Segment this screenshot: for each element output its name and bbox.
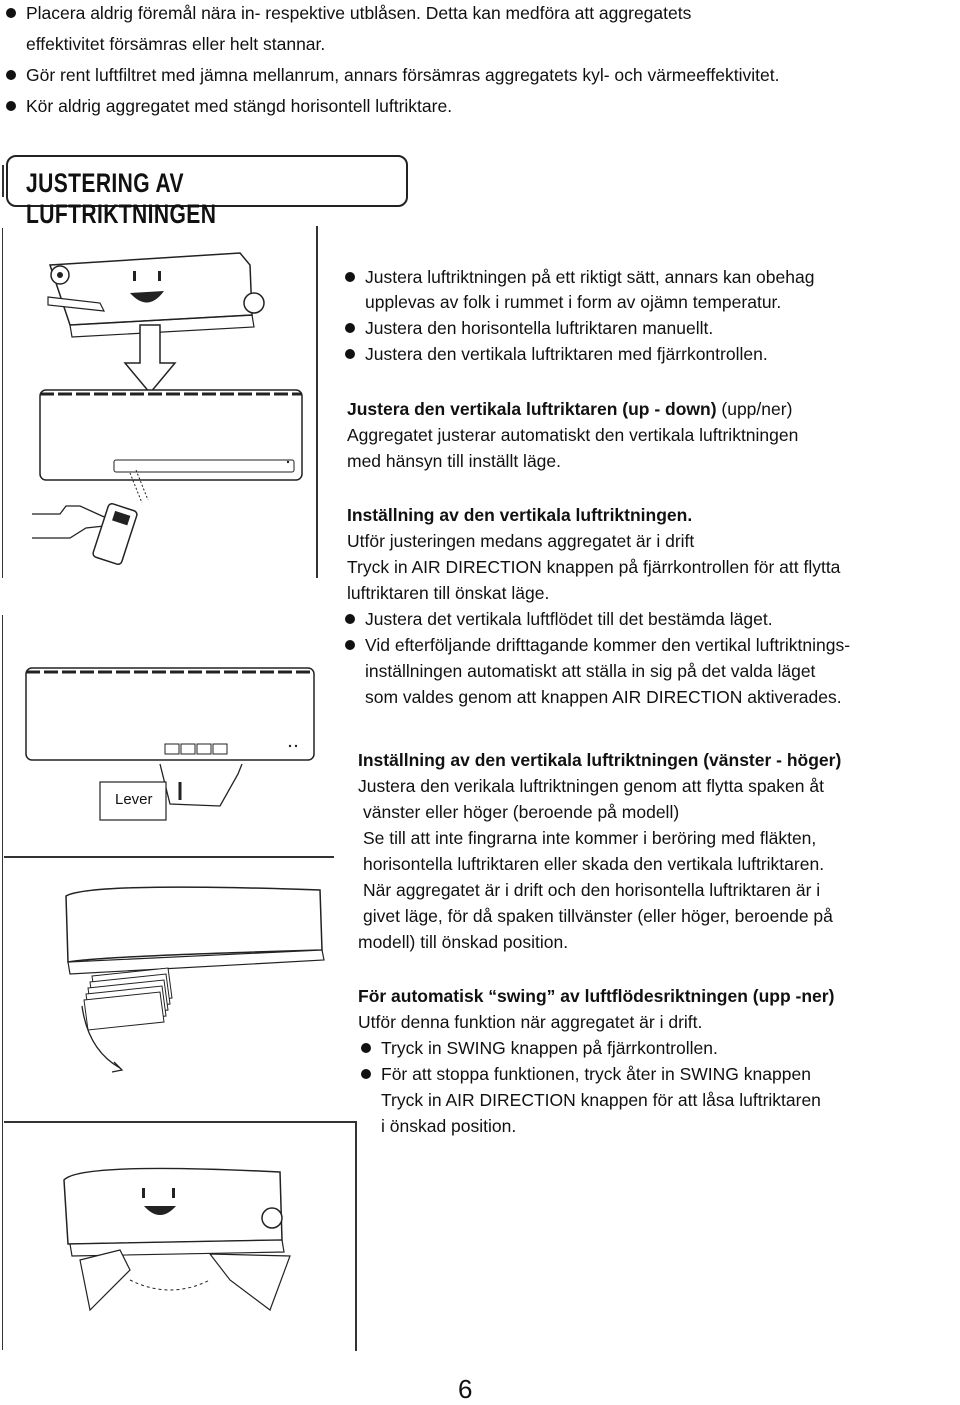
vertical-setting-line-3: luftriktaren till önskat läge. bbox=[347, 583, 550, 603]
leftright-line-6: givet läge, för då spaken tillvänster (eller höger, beroende på bbox=[363, 906, 833, 926]
section-title: JUSTERING AV LUFTRIKTNINGEN bbox=[26, 168, 217, 229]
swing-bullet-2-cont1: Tryck in AIR DIRECTION knappen för att låsa luftriktaren bbox=[381, 1090, 821, 1110]
leftright-line-5: När aggregatet är i drift och den horisontella luftriktaren är i bbox=[363, 880, 821, 900]
intro-bullet-1: Justera luftriktningen på ett riktigt sätt, annars kan obehag bbox=[365, 264, 814, 290]
ac-lever-illustration bbox=[20, 664, 320, 824]
ac-with-remote-illustration bbox=[30, 388, 310, 578]
top-bullet-3: Kör aldrig aggregatet med stängd horisontell luftriktare. bbox=[26, 93, 452, 119]
vertical-setting-line-1: Utför justeringen medans aggregatet är i drift bbox=[347, 531, 695, 551]
swing-bullet-2-cont2: i önskad position. bbox=[381, 1116, 517, 1136]
leftright-line-4: horisontella luftriktaren eller skada den vertikala luftriktaren. bbox=[363, 854, 825, 874]
smiling-ac-airflow-illustration bbox=[60, 1160, 340, 1320]
top-bullet-1-cont: effektivitet försämras eller helt stannar. bbox=[26, 34, 326, 54]
leftright-heading: Inställning av den vertikala luftriktningen (vänster - höger) bbox=[358, 750, 842, 770]
leftright-line-7: modell) till önskad position. bbox=[358, 932, 569, 952]
title-left-rule bbox=[2, 165, 4, 197]
leftright-line-3: Se till att inte fingrarna inte kommer i beröring med fläkten, bbox=[363, 828, 817, 848]
leftright-line-2: vänster eller höger (beroende på modell) bbox=[363, 802, 680, 822]
swing-bullet-1: Tryck in SWING knappen på fjärrkontrollen. bbox=[381, 1035, 718, 1061]
vertical-setting-bullet-1: Justera det vertikala luftflödet till det bestämda läget. bbox=[365, 606, 773, 632]
top-bullet-2: Gör rent luftfiltret med jämna mellanrum, annars försämras aggregatets kyl- och värmeeffektivitet. bbox=[26, 62, 779, 88]
frame-3-top bbox=[4, 1121, 356, 1123]
top-bullet-1: Placera aldrig föremål nära in- respektive utblåsen. Detta kan medföra att aggregatets bbox=[26, 0, 691, 26]
intro-bullet-3: Justera den vertikala luftriktaren med fjärrkontrollen. bbox=[365, 341, 768, 367]
swing-heading: För automatisk “swing” av luftflödesriktningen (upp -ner) bbox=[358, 986, 835, 1006]
swing-line-1: Utför denna funktion när aggregatet är i drift. bbox=[358, 1012, 703, 1032]
updown-line-2: med hänsyn till inställt läge. bbox=[347, 451, 561, 471]
frame-2 bbox=[2, 615, 4, 1350]
vertical-setting-heading: Inställning av den vertikala luftriktningen. bbox=[347, 505, 693, 525]
vertical-setting-bullet-2-cont2: som valdes genom att knappen AIR DIRECTION aktiverades. bbox=[365, 687, 842, 707]
updown-heading-line bbox=[347, 396, 792, 422]
vertical-setting-bullet-2: Vid efterföljande drifttagande kommer den vertikal luftriktnings- bbox=[365, 632, 850, 658]
frame-3-right bbox=[355, 1121, 357, 1351]
updown-line-1: Aggregatet justerar automatiskt den vertikala luftriktningen bbox=[347, 425, 799, 445]
frame-1-right bbox=[316, 226, 318, 578]
lever-label: Lever bbox=[115, 791, 153, 808]
intro-bullet-1-cont: upplevas av folk i rummet i form av ojämn temperatur. bbox=[365, 292, 782, 312]
vertical-setting-bullet-2-cont1: inställningen automatiskt att ställa in sig på det valda läget bbox=[365, 661, 816, 681]
down-arrow-icon bbox=[120, 325, 180, 395]
section-title-box bbox=[6, 155, 408, 229]
intro-bullet-2: Justera den horisontella luftriktaren manuellt. bbox=[365, 315, 713, 341]
swing-bullet-2: För att stoppa funktionen, tryck åter in SWING knappen bbox=[381, 1061, 811, 1087]
updown-heading-suffix: (upp/ner) bbox=[716, 399, 793, 419]
page-number: 6 bbox=[458, 1374, 473, 1404]
vertical-setting-line-2: Tryck in AIR DIRECTION knappen på fjärrkontrollen för att flytta bbox=[347, 557, 841, 577]
frame-2-top bbox=[4, 856, 334, 858]
ac-swing-louvres-illustration bbox=[60, 880, 360, 1080]
leftright-line-1: Justera den verikala luftriktningen genom att flytta spaken åt bbox=[358, 776, 824, 796]
updown-heading: Justera den vertikala luftriktaren (up - down) bbox=[347, 399, 717, 419]
